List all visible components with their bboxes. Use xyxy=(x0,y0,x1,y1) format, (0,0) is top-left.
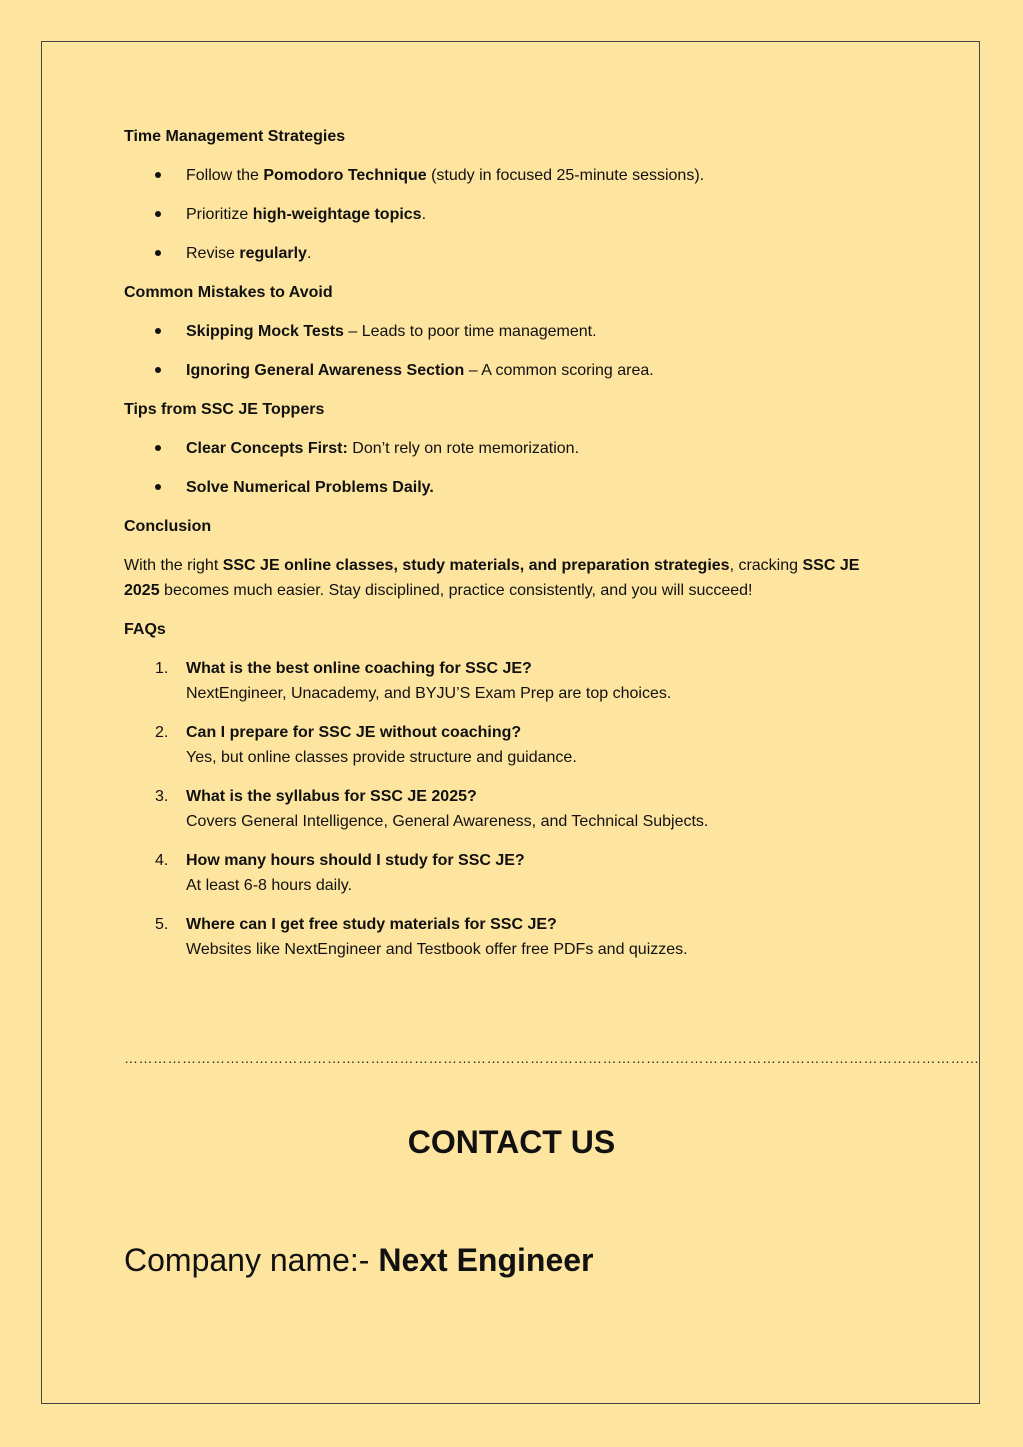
faq-number: 5. xyxy=(155,916,169,933)
company-line xyxy=(124,1242,594,1279)
faq-question: What is the syllabus for SSC JE 2025? xyxy=(186,788,477,805)
faqs-heading: FAQs xyxy=(124,621,166,638)
faq-question: Where can I get free study materials for SSC JE? xyxy=(186,916,557,933)
company-name: Next Engineer xyxy=(378,1242,594,1278)
list-item: Revise regularly. xyxy=(124,241,884,266)
bullet-icon xyxy=(155,328,161,334)
faq-list xyxy=(124,656,884,962)
faq-item xyxy=(124,784,884,834)
faq-question: Can I prepare for SSC JE without coaching? xyxy=(186,724,522,741)
toppers-tips-list xyxy=(124,436,884,500)
faq-number: 4. xyxy=(155,852,169,869)
faq-answer: At least 6-8 hours daily. xyxy=(186,877,353,894)
faq-question: What is the best online coaching for SSC JE? xyxy=(186,660,532,677)
faq-answer: Websites like NextEngineer and Testbook offer free PDFs and quizzes. xyxy=(186,941,688,958)
faq-answer: NextEngineer, Unacademy, and BYJU’S Exam Prep are top choices. xyxy=(186,685,672,702)
faq-answer: Yes, but online classes provide structure and guidance. xyxy=(186,749,577,766)
conclusion-paragraph: With the right SSC JE online classes, study materials, and preparation strategies, cracking SSC JE 2025 becomes much easier. Stay disciplined, practice consistently, and you will succeed! xyxy=(124,557,860,599)
company-label: Company name:- xyxy=(124,1242,379,1278)
list-item: Solve Numerical Problems Daily. xyxy=(124,475,884,500)
list-item: Prioritize high-weightage topics. xyxy=(124,202,884,227)
bullet-icon xyxy=(155,367,161,373)
bullet-icon xyxy=(155,445,161,451)
faq-item xyxy=(124,848,884,898)
list-item: Skipping Mock Tests – Leads to poor time management. xyxy=(124,319,884,344)
bullet-icon xyxy=(155,484,161,490)
list-item: Ignoring General Awareness Section – A common scoring area. xyxy=(124,358,884,383)
faq-number: 3. xyxy=(155,788,169,805)
faq-item xyxy=(124,912,884,962)
bullet-icon xyxy=(155,250,161,256)
faq-number: 1. xyxy=(155,660,169,677)
time-management-list xyxy=(124,163,884,266)
conclusion-heading: Conclusion xyxy=(124,518,212,535)
time-management-heading: Time Management Strategies xyxy=(124,128,346,145)
list-item: Follow the Pomodoro Technique (study in focused 25-minute sessions). xyxy=(124,163,884,188)
dotted-separator: …………………………………………………………………………………………………………………………………………………………… xyxy=(124,1050,980,1066)
toppers-tips-heading: Tips from SSC JE Toppers xyxy=(124,401,325,418)
faq-question: How many hours should I study for SSC JE? xyxy=(186,852,525,869)
common-mistakes-list xyxy=(124,319,884,383)
bullet-icon xyxy=(155,172,161,178)
main-content xyxy=(124,124,884,976)
list-item: Clear Concepts First: Don’t rely on rote memorization. xyxy=(124,436,884,461)
faq-answer: Covers General Intelligence, General Awareness, and Technical Subjects. xyxy=(186,813,709,830)
common-mistakes-heading: Common Mistakes to Avoid xyxy=(124,284,333,301)
faq-number: 2. xyxy=(155,724,169,741)
faq-item xyxy=(124,720,884,770)
contact-heading: CONTACT US xyxy=(407,1124,616,1160)
bullet-icon xyxy=(155,211,161,217)
faq-item xyxy=(124,656,884,706)
